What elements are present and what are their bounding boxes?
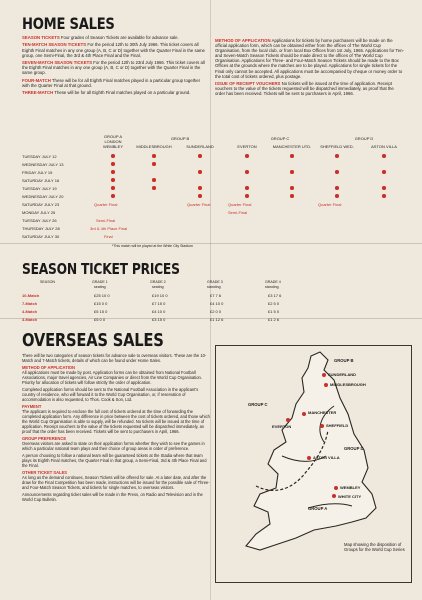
season-tickets-paragraph — [22, 35, 208, 40]
price-grade3: £1 12 6 — [210, 317, 224, 322]
semi-final-everton: Semi-Final — [228, 210, 248, 215]
price-grade4: £1 2 6 — [268, 317, 280, 322]
white-city-footnote: *This match will be played at the White City Stadium — [112, 244, 193, 248]
fold-line-vertical — [210, 0, 211, 600]
map-group-c-label: GROUP C — [248, 402, 268, 407]
match-dot — [245, 186, 249, 190]
home-sales-column — [22, 35, 208, 98]
price-grade3: £7 7 6 — [210, 293, 222, 298]
day-row: SATURDAY JULY 16 — [22, 178, 60, 183]
wembley-header: WEMBLEY — [102, 144, 123, 149]
season-tickets-text: Four grades of Season Tickets are available for advance sale. — [59, 35, 179, 40]
overseas-method-text: All applications must be made by post. Application forms can be obtained from National Football Associations, major travel agencies, Air Line Companies or direct from the World Cup Organisation. Priority for allocation of tickets will follow strictly the order of application. — [22, 370, 202, 385]
season-column-header: SEASON — [40, 280, 55, 284]
grade4-header: GRADE 4 — [265, 280, 281, 284]
price-grade2: £4 10 0 — [152, 309, 166, 314]
group-b-header: GROUP B — [170, 136, 190, 141]
match-dot — [111, 186, 115, 190]
price-row-label: 4-Match — [22, 309, 38, 314]
price-grade2: £19 10 0 — [152, 293, 168, 298]
home-sales-title: HOME SALES — [22, 14, 115, 33]
four-match-text: These will be for all Eighth Final matches played in a particular group together with the Quarter Final at that ground. — [22, 77, 201, 88]
price-grade1: £5 0 0 — [94, 317, 106, 322]
other-sales-text: As long as the demand continues, Season Tickets will be offered for sale. At a later date, and after the draw for the Final Competition has been made, instructions will be issued for the possible sale of Three- and Four-Match Season Tickets, and tickets for single matches, to overseas visitors. — [22, 475, 210, 491]
three-match-label: THREE-MATCH — [22, 90, 54, 96]
day-row: WEDNESDAY JULY 13 — [22, 162, 64, 167]
price-grade2: £7 15 0 — [152, 301, 166, 306]
group-map — [215, 345, 412, 583]
price-row-label: 10-Match — [22, 293, 40, 298]
match-dot — [198, 186, 202, 190]
day-row: TUESDAY JULY 26 — [22, 218, 57, 223]
overseas-intro: There will be two categories of season tickets for advance sale to overseas visitors. These are the 10-Match and 7-Match tickets, details of which can be found under Home Sales. — [22, 353, 207, 363]
price-row-label: 7-Match — [22, 301, 38, 306]
map-caption: Map showing the disposition of Groups for the World Cup Series — [344, 542, 405, 552]
day-row: TUESDAY JULY 12 — [22, 154, 57, 159]
sunderland-city: SUNDERLAND — [328, 372, 356, 377]
match-dot — [290, 170, 294, 174]
price-grade3: £4 10 0 — [210, 301, 224, 306]
semi-final-wembley: Semi-Final — [96, 218, 116, 223]
grade4-sub: standing — [265, 285, 279, 289]
price-grade1: £25 10 0 — [94, 293, 110, 298]
seven-match-paragraph — [22, 60, 208, 75]
method-column — [215, 38, 405, 99]
season-tickets-label: SEASON TICKETS — [22, 35, 60, 40]
overseas-title: OVERSEAS SALES — [22, 330, 164, 351]
group-a-header: GROUP A — [103, 134, 123, 139]
announcements-text: Announcements regarding ticket sales will be made in the Press, on Radio and Television and in the World Cup Bulletin. — [22, 492, 203, 503]
match-dot — [335, 170, 339, 174]
ten-match-paragraph — [22, 42, 208, 57]
grade2-sub: seating — [152, 285, 164, 289]
grade2-header: GRADE 2 — [150, 280, 166, 284]
method-label: METHOD OF APPLICATION — [215, 38, 271, 43]
price-grade4: £3 17 6 — [268, 293, 282, 298]
match-dot — [290, 154, 294, 158]
map-group-b-label: GROUP B — [334, 358, 354, 363]
manchester-city: MANCHESTER — [308, 410, 337, 415]
ten-match-text: For the period 12th to 30th July 1966. This ticket covers all Eighth Final matches in any one group (A, B, C or D) together with the Quarter Final in the same group, one Semi-Final, the 3rd & 4th Place Final and the Final. — [22, 42, 205, 58]
middlesbrough-header: MIDDLESBROUGH — [136, 144, 172, 149]
everton-marker — [286, 418, 290, 422]
day-row: MONDAY JULY 25 — [22, 210, 56, 215]
everton-city: EVERTON — [272, 424, 292, 429]
match-dot — [382, 154, 386, 158]
payment-label: PAYMENT — [22, 404, 42, 410]
sheffield-city: SHEFFIELD — [326, 423, 349, 428]
grade3-sub: standing — [207, 285, 221, 289]
day-row: SATURDAY JULY 23 — [22, 202, 60, 207]
grade3-header: GRADE 3 — [207, 280, 223, 284]
aston-villa-city: ASTON VILLA — [313, 455, 340, 460]
manchester-header: MANCHESTER UTD. — [272, 144, 312, 149]
day-row: WEDNESDAY JULY 20 — [22, 194, 64, 199]
other-sales-label: OTHER TICKET SALES — [22, 470, 68, 476]
match-dot — [152, 162, 156, 166]
method-paragraph — [215, 38, 405, 79]
aston-villa-header: ASTON VILLA — [371, 144, 397, 149]
overseas-completed-text: Completed application forms should be sent to the National Football Association in the applicant's country of residence, who will forward it to the World Cup Organisation, or, if reservation of accommodation is also requested, to Thos. Cook & Son, Ltd. — [22, 387, 199, 403]
match-dot — [245, 170, 249, 174]
seven-match-label: SEVEN-MATCH SEASON TICKETS — [22, 60, 93, 66]
day-row: TUESDAY JULY 19 — [22, 186, 57, 191]
match-dot — [335, 154, 339, 158]
day-row: FRIDAY JULY 15 — [22, 170, 53, 175]
third-place-final: 3rd & 4th Place Final — [90, 226, 128, 231]
match-dot — [152, 178, 156, 182]
match-dot — [111, 154, 115, 158]
match-dot — [382, 170, 386, 174]
match-dot — [111, 194, 115, 198]
map-group-a-label: GROUP A — [308, 506, 328, 511]
method-text: Applications for tickets by home purchasers will be made on the official application form, which can be obtained either from the offices of The World Cup Organisation, from the local club, or from local Box Offices from 1st July, 1965. Applications for Ten- and Seven-Match Season Tickets should be made direct to the offices of The World Cup Organisation. Applications for Three- and Four-Match Season Tickets should be made to the Box Offices at the grounds where the matches are to be played. Applications for single tickets for the Final only cannot be accepted. All applications must be accompanied by cheque or money order to the total cost of tickets ordered, plus postage. — [215, 38, 404, 79]
ten-match-label: TEN-MATCH SEASON TICKETS — [22, 42, 87, 48]
sunderland-header: SUNDERLAND — [186, 144, 214, 149]
match-dot — [335, 186, 339, 190]
grade1-sub: seating — [94, 285, 106, 289]
manchester-marker — [302, 412, 306, 416]
map-group-d-label: GROUP D — [344, 446, 364, 451]
match-dot — [152, 154, 156, 158]
overseas-method-label: METHOD OF APPLICATION — [22, 365, 75, 371]
group-preference-text-2: A person choosing to follow a national team will be guaranteed tickets at the Stadia where that team plays its Eighth Final matches, the Quarter Final in that group, a Semi-Final, 3rd & 4th Place Final and the Final. — [22, 453, 207, 469]
match-dot — [152, 186, 156, 190]
prices-title: SEASON TICKET PRICES — [22, 260, 180, 278]
price-grade4: £1 5 0 — [268, 309, 280, 314]
london-header: LONDON — [104, 139, 122, 144]
match-dot — [111, 170, 115, 174]
match-dot — [198, 170, 202, 174]
match-dot — [382, 186, 386, 190]
day-row: THURSDAY JULY 28 — [22, 226, 60, 231]
quarter-final-sheffield: Quarter Final — [318, 202, 342, 207]
match-dot — [290, 194, 294, 198]
match-schedule-table — [22, 134, 410, 250]
overseas-column — [22, 354, 210, 506]
quarter-final-sunderland: Quarter Final — [187, 202, 211, 207]
price-grade1: £5 15 0 — [94, 309, 108, 314]
quarter-final-wembley: Quarter Final — [94, 202, 118, 207]
middlesbrough-marker — [324, 383, 328, 387]
wembley-city: WEMBLEY — [340, 485, 361, 490]
four-match-paragraph — [22, 78, 208, 88]
sheffield-header: SHEFFIELD WED. — [320, 144, 354, 149]
group-d-header: GROUP D — [354, 136, 374, 141]
three-match-paragraph — [22, 90, 208, 95]
sheffield-marker — [320, 424, 324, 428]
receipt-text: No tickets will be issued at the time of application. Receipt vouchers to the value of the tickets requested will be dispatched immediately, as proof that the order has been received. Tickets will be sent to purchasers in April, 1966. — [215, 81, 394, 97]
price-grade4: £2 5 0 — [268, 301, 280, 306]
price-grade3: £2 0 0 — [210, 309, 222, 314]
seven-match-text: For the period 12th to 23rd July 1966. This ticket covers all the Eighth Final matches in any one group (A, B, C or D) together with the Quarter Final in the same group. — [22, 60, 205, 76]
middlesbrough-city: MIDDLESBROUGH — [330, 382, 366, 387]
price-grade1: £15 0 0 — [94, 301, 108, 306]
aston-villa-marker — [307, 456, 311, 460]
group-preference-text: Overseas visitors are asked to state on their application forms whether they wish to see the games in which a particular national team plays and their choice of group areas in order of preference. — [22, 441, 205, 451]
wembley-marker — [334, 486, 338, 490]
match-dot — [245, 154, 249, 158]
three-match-text: These will be for all Eighth Final matches played on a particular ground. — [53, 90, 191, 96]
receipt-label: ISSUE OF RECEIPT VOUCHERS — [215, 81, 281, 87]
match-dot — [111, 178, 115, 182]
white-city-marker — [332, 494, 336, 498]
grade1-header: GRADE 1 — [92, 280, 108, 284]
match-dot — [290, 186, 294, 190]
match-dot — [198, 194, 202, 198]
group-preference-label: GROUP PREFERENCE — [22, 436, 67, 442]
receipt-paragraph — [215, 81, 405, 96]
white-city-city: WHITE CITY — [338, 494, 362, 499]
quarter-final-everton: Quarter Final — [228, 202, 252, 207]
group-c-header: GROUP C — [270, 136, 290, 141]
match-dot — [245, 194, 249, 198]
price-grade2: £3 15 0 — [152, 317, 166, 322]
sunderland-marker — [322, 373, 326, 377]
price-row-label: 3-Match — [22, 317, 38, 322]
payment-text: The applicant is required to enclose the full cost of tickets ordered at the time of forwarding the completed application form. Any difference in price between the cost of tickets ordered, and those which the World Cup Organisation is able to supply, will be refunded. No tickets will be issued at the time of application. Receipt vouchers to the value of the tickets requested will be dispatched immediately, as proof that the order has been received. Tickets will be sent to purchasers in April, 1966. — [22, 409, 210, 434]
match-dot — [198, 154, 202, 158]
match-dot — [111, 162, 115, 166]
four-match-label: FOUR-MATCH — [22, 77, 51, 83]
day-row: SATURDAY JULY 30 — [22, 234, 60, 239]
final: Final — [104, 234, 113, 239]
match-dot — [382, 194, 386, 198]
match-dot — [335, 194, 339, 198]
everton-header: EVERTON — [237, 144, 257, 149]
